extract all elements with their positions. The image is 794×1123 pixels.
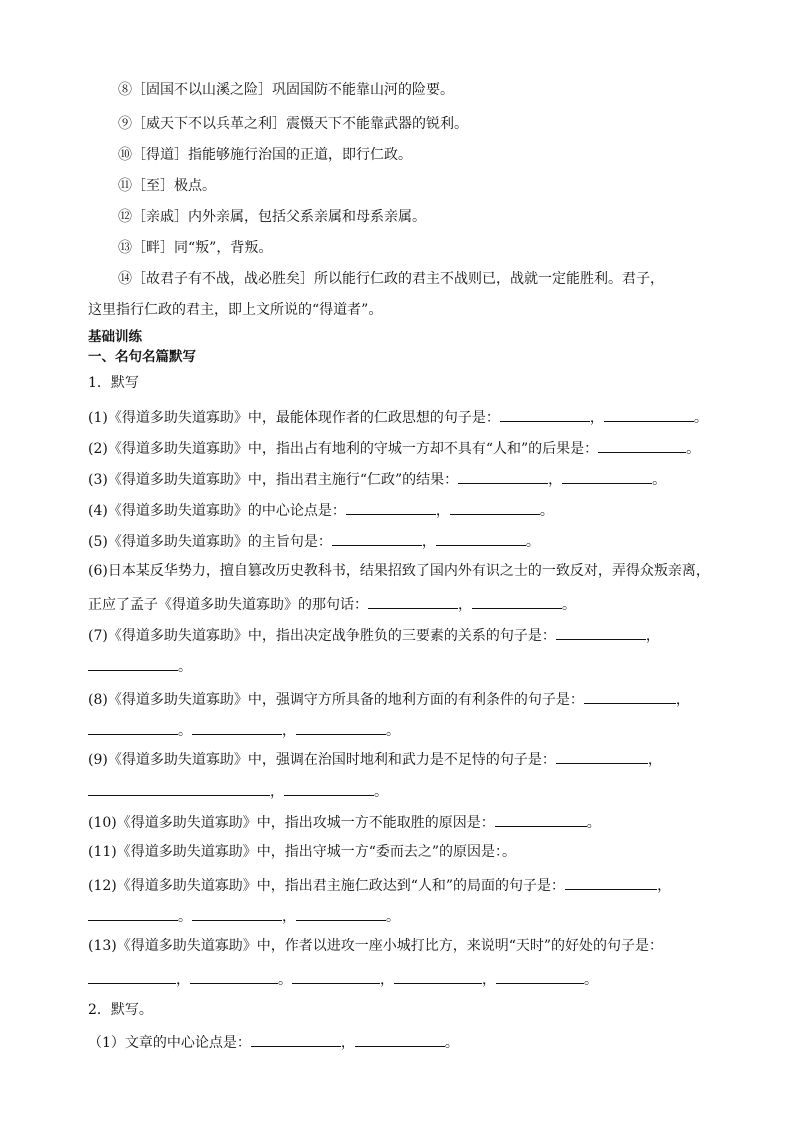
period: 。 [374, 784, 388, 800]
q1-item-13: (13)《得道多助失道寡助》中，作者以进攻一座小城打比方，来说明“天时”的好处的句子是： [88, 938, 664, 954]
item-text: （1）文章的中心论点是： [88, 1035, 251, 1051]
answer-blank[interactable] [436, 530, 526, 546]
item-text: (5)《得道多助失道寡助》的主旨句是： [88, 534, 332, 550]
note-13: ⑬［畔］同“叛”，背叛。 [118, 240, 273, 256]
answer-blank[interactable] [88, 780, 270, 796]
answer-blank[interactable] [332, 530, 422, 546]
period: 。 [686, 441, 701, 457]
answer-blank[interactable] [292, 968, 380, 984]
answer-blank[interactable] [598, 437, 686, 453]
section-title: 基础训练 [88, 329, 142, 345]
answer-blank[interactable] [355, 1031, 445, 1047]
answer-blank[interactable] [190, 968, 278, 984]
period: 。 [562, 597, 576, 613]
answer-blank[interactable] [88, 968, 176, 984]
q1-item-2 [88, 437, 700, 459]
item-text: (1)《得道多助失道寡助》中，最能体现作者的仁政思想的句子是： [88, 410, 500, 426]
item-text: (7)《得道多助失道寡助》中，指出决定战争胜负的三要素的关系的句子是： [88, 628, 556, 644]
q1-item-6-continued [88, 593, 576, 615]
answer-blank[interactable] [495, 811, 587, 827]
note-14: ⑭［故君子有不战，战必胜矣］所以能行仁政的君主不战则已，战就一定能胜利。君子， [118, 271, 664, 287]
period: 。 [444, 1035, 459, 1051]
note-8: ⑧［固国不以山溪之险］巩固国防不能靠山河的险要。 [118, 82, 454, 98]
comma: ， [657, 878, 672, 894]
period: 。 [386, 723, 400, 739]
comma: ， [645, 628, 660, 644]
answer-blank[interactable] [88, 719, 178, 735]
answer-blank[interactable] [251, 1031, 341, 1047]
period: 。 [178, 909, 192, 925]
comma: ， [421, 534, 436, 550]
item-text: (8)《得道多助失道寡助》中，强调守方所具备的地利方面的有利条件的句子是： [88, 692, 584, 708]
period: 。 [584, 972, 598, 988]
q1-item-4 [88, 499, 554, 521]
q1-item-1 [88, 406, 708, 428]
period: 。 [278, 972, 292, 988]
answer-blank[interactable] [562, 468, 652, 484]
question-1-title: 1．默写 [88, 375, 139, 391]
comma: ， [270, 784, 284, 800]
answer-blank[interactable] [496, 968, 584, 984]
answer-blank[interactable] [284, 780, 374, 796]
comma: ， [458, 597, 472, 613]
q1-item-10 [88, 811, 601, 833]
comma: ， [340, 1035, 355, 1051]
comma: ， [482, 972, 496, 988]
q1-item-8-continued [88, 719, 400, 741]
period: 。 [386, 909, 400, 925]
answer-blank[interactable] [472, 593, 562, 609]
answer-blank[interactable] [556, 748, 648, 764]
q1-item-9-continued [88, 780, 388, 802]
q2-item-1 [88, 1031, 459, 1053]
answer-blank[interactable] [192, 905, 282, 921]
comma: ， [589, 410, 604, 426]
answer-blank[interactable] [192, 719, 282, 735]
answer-blank[interactable] [604, 406, 694, 422]
period: 。 [178, 723, 192, 739]
answer-blank[interactable] [296, 905, 386, 921]
item-text: 正应了孟子《得道多助失道寡助》的那句话： [88, 597, 368, 613]
q1-item-6: (6)日本某反华势力，擅自篡改历史教科书，结果招致了国内外有识之士的一致反对，弄得众叛亲离， [88, 563, 710, 579]
q1-item-8 [88, 688, 690, 710]
q1-item-3 [88, 468, 666, 490]
comma: ， [176, 972, 190, 988]
answer-blank[interactable] [346, 499, 436, 515]
comma: ， [647, 752, 662, 768]
q1-item-13-continued [88, 968, 598, 990]
q1-item-5 [88, 530, 540, 552]
answer-blank[interactable] [450, 499, 540, 515]
note-12: ⑫［亲戚］内外亲属，包括父系亲属和母系亲属。 [118, 209, 426, 225]
answer-blank[interactable] [88, 655, 178, 671]
comma: ， [282, 909, 296, 925]
comma: ， [675, 692, 690, 708]
period: 。 [178, 659, 192, 675]
comma: ， [380, 972, 394, 988]
period: 。 [652, 472, 667, 488]
item-text: (10)《得道多助失道寡助》中，指出攻城一方不能取胜的原因是： [88, 815, 495, 831]
comma: ， [282, 723, 296, 739]
q1-item-7-continued [88, 655, 192, 677]
answer-blank[interactable] [565, 874, 657, 890]
answer-blank[interactable] [368, 593, 458, 609]
period: 。 [693, 410, 708, 426]
answer-blank[interactable] [500, 406, 590, 422]
period: 。 [525, 534, 540, 550]
note-11: ⑪［至］极点。 [118, 178, 216, 194]
item-text: (9)《得道多助失道寡助》中，强调在治国时地利和武力是不足恃的句子是： [88, 752, 556, 768]
item-text: (4)《得道多助失道寡助》的中心论点是： [88, 503, 346, 519]
q1-item-11: (11)《得道多助失道寡助》中，指出守城一方“委而去之”的原因是：。 [88, 844, 517, 860]
item-text: (12)《得道多助失道寡助》中，指出君主施仁政达到“人和”的局面的句子是： [88, 878, 566, 894]
note-10: ⑩［得道］指能够施行治国的正道，即行仁政。 [118, 147, 412, 163]
period: 。 [539, 503, 554, 519]
item-text: (3)《得道多助失道寡助》中，指出君主施行“仁政”的结果： [88, 472, 459, 488]
answer-blank[interactable] [296, 719, 386, 735]
answer-blank[interactable] [556, 624, 646, 640]
q1-item-12-continued [88, 905, 400, 927]
answer-blank[interactable] [584, 688, 676, 704]
period: 。 [586, 815, 601, 831]
q1-item-9 [88, 748, 662, 770]
comma: ， [435, 503, 450, 519]
item-text: (2)《得道多助失道寡助》中，指出占有地利的守城一方却不具有“人和”的后果是： [88, 441, 599, 457]
comma: ， [548, 472, 563, 488]
question-2-title: 2．默写。 [88, 1002, 153, 1018]
note-9: ⑨［威天下不以兵革之利］震慑天下不能靠武器的锐利。 [118, 116, 468, 132]
q1-item-7 [88, 624, 660, 646]
answer-blank[interactable] [394, 968, 482, 984]
answer-blank[interactable] [458, 468, 548, 484]
q1-item-12 [88, 874, 671, 896]
note-14-continued: 这里指行仁政的君主，即上文所说的“得道者”。 [88, 302, 383, 318]
part-title: 一、名句名篇默写 [88, 349, 196, 365]
answer-blank[interactable] [88, 905, 178, 921]
